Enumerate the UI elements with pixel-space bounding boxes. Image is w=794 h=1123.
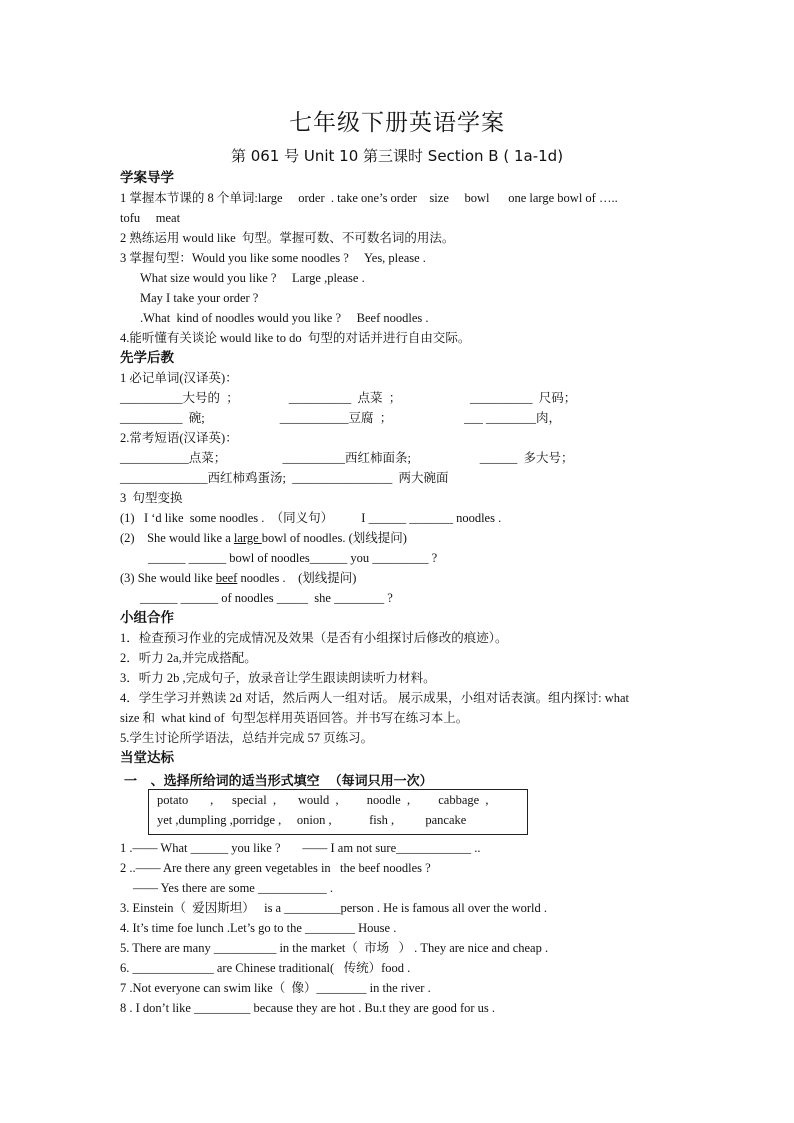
preview-line: ______ ______ of noodles _____ she ________ ? xyxy=(140,591,393,605)
group-line: 4．学生学习并熟读 2d 对话，然后两人一组对话。 展示成果，小组对话表演。组内探讨: what xyxy=(120,691,630,705)
question-line: 1 .—— What ______ you like ? —— I am not sure____________ .. xyxy=(120,841,481,855)
preview-line: 2.常考短语(汉译英)： xyxy=(120,431,238,445)
group-heading: 小组合作 xyxy=(120,610,174,626)
test-heading: 当堂达标 xyxy=(120,750,174,766)
preview-line: 3 句型变换 xyxy=(120,491,183,505)
preview-line: (2) She would like a large bowl of noodles. (划线提问) xyxy=(120,531,407,545)
question-line: 7 .Not everyone can swim like（ 像）________ in the river . xyxy=(120,981,431,995)
preview-line: (1) I ‘d like some noodles . （同义句） I ______ _______ noodles . xyxy=(120,511,502,525)
question-line: 8 . I don’t like _________ because they are hot . Bu.t they are good for us . xyxy=(120,1001,496,1015)
question-line: 2 ..—— Are there any green vegetables in the beef noodles ? xyxy=(120,861,431,875)
word-bank-row: potato , special , would , noodle , cabbage , xyxy=(157,793,489,807)
page-title: 七年级下册英语学案 xyxy=(289,110,505,136)
preview-line: ______ ______ bowl of noodles______ you _________ ? xyxy=(148,551,438,565)
guide-line: .What kind of noodles would you like ? Beef noodles . xyxy=(140,311,429,325)
guide-line: tofu meat xyxy=(120,211,181,225)
guide-line: 4.能听懂有关谈论 would like to do 句型的对话并进行自由交际。 xyxy=(120,331,471,345)
word-bank-box xyxy=(148,789,528,835)
group-line: size 和 what kind of 句型怎样用英语回答。并书写在练习本上。 xyxy=(120,711,469,725)
guide-line: What size would you like ? Large ,please . xyxy=(140,271,365,285)
preview-line: __________大号的 ； __________ 点菜 ； __________ 尺码； xyxy=(120,391,577,405)
guide-line: 2 熟练运用 would like 句型。掌握可数、不可数名词的用法。 xyxy=(120,231,455,245)
question-line: 4. It’s time foe lunch .Let’s go to the ________ House . xyxy=(120,921,397,935)
guide-line: May I take your order ? xyxy=(140,291,259,305)
question-line: 5. There are many __________ in the market（ 市场 ） . They are nice and cheap . xyxy=(120,941,549,955)
exercise-section-title: 一 、选择所给词的适当形式填空 （每词只用一次） xyxy=(124,774,433,789)
preview-line: ______________西红柿鸡蛋汤; ________________ 两大碗面 xyxy=(120,471,449,485)
group-line: 5.学生讨论所学语法，总结并完成 57 页练习。 xyxy=(120,731,374,745)
underlined-word: large xyxy=(233,531,262,545)
underlined-word: beef xyxy=(215,571,238,585)
preview-line: 1 必记单词(汉译英)： xyxy=(120,371,238,385)
preview-line: ___________点菜； __________西红柿面条; ______ 多大号； xyxy=(120,451,574,465)
group-line: 2．听力 2a,并完成搭配。 xyxy=(120,651,257,665)
question-line: 3. Einstein（ 爱因斯坦） is a _________person . He is famous all over the world . xyxy=(120,901,548,915)
preview-line: __________ 碗; ___________豆腐 ； ___ ________肉， xyxy=(120,411,561,425)
guide-line: 3 掌握句型：Would you like some noodles ? Yes, please . xyxy=(120,251,426,265)
group-line: 1．检查预习作业的完成情况及效果（是否有小组探讨后修改的痕迹）。 xyxy=(120,631,508,645)
preview-line: (3) She would like beef noodles . (划线提问) xyxy=(120,571,357,585)
question-line: —— Yes there are some ___________ . xyxy=(133,881,333,895)
guide-line: 1 掌握本节课的 8 个单词:large order . take one’s order size bowl one large bowl of ….. xyxy=(120,191,618,205)
word-bank-row: yet ,dumpling ,porridge , onion , fish , pancake xyxy=(157,813,467,827)
preview-heading: 先学后教 xyxy=(120,350,174,366)
group-line: 3．听力 2b ,完成句子，放录音让学生跟读朗读听力材料。 xyxy=(120,671,436,685)
question-line: 6. _____________ are Chinese traditional( 传统）food . xyxy=(120,961,411,975)
page-subtitle: 第 061 号 Unit 10 第三课时 Section B ( 1a-1d) xyxy=(230,147,564,165)
guide-heading: 学案导学 xyxy=(120,170,174,186)
